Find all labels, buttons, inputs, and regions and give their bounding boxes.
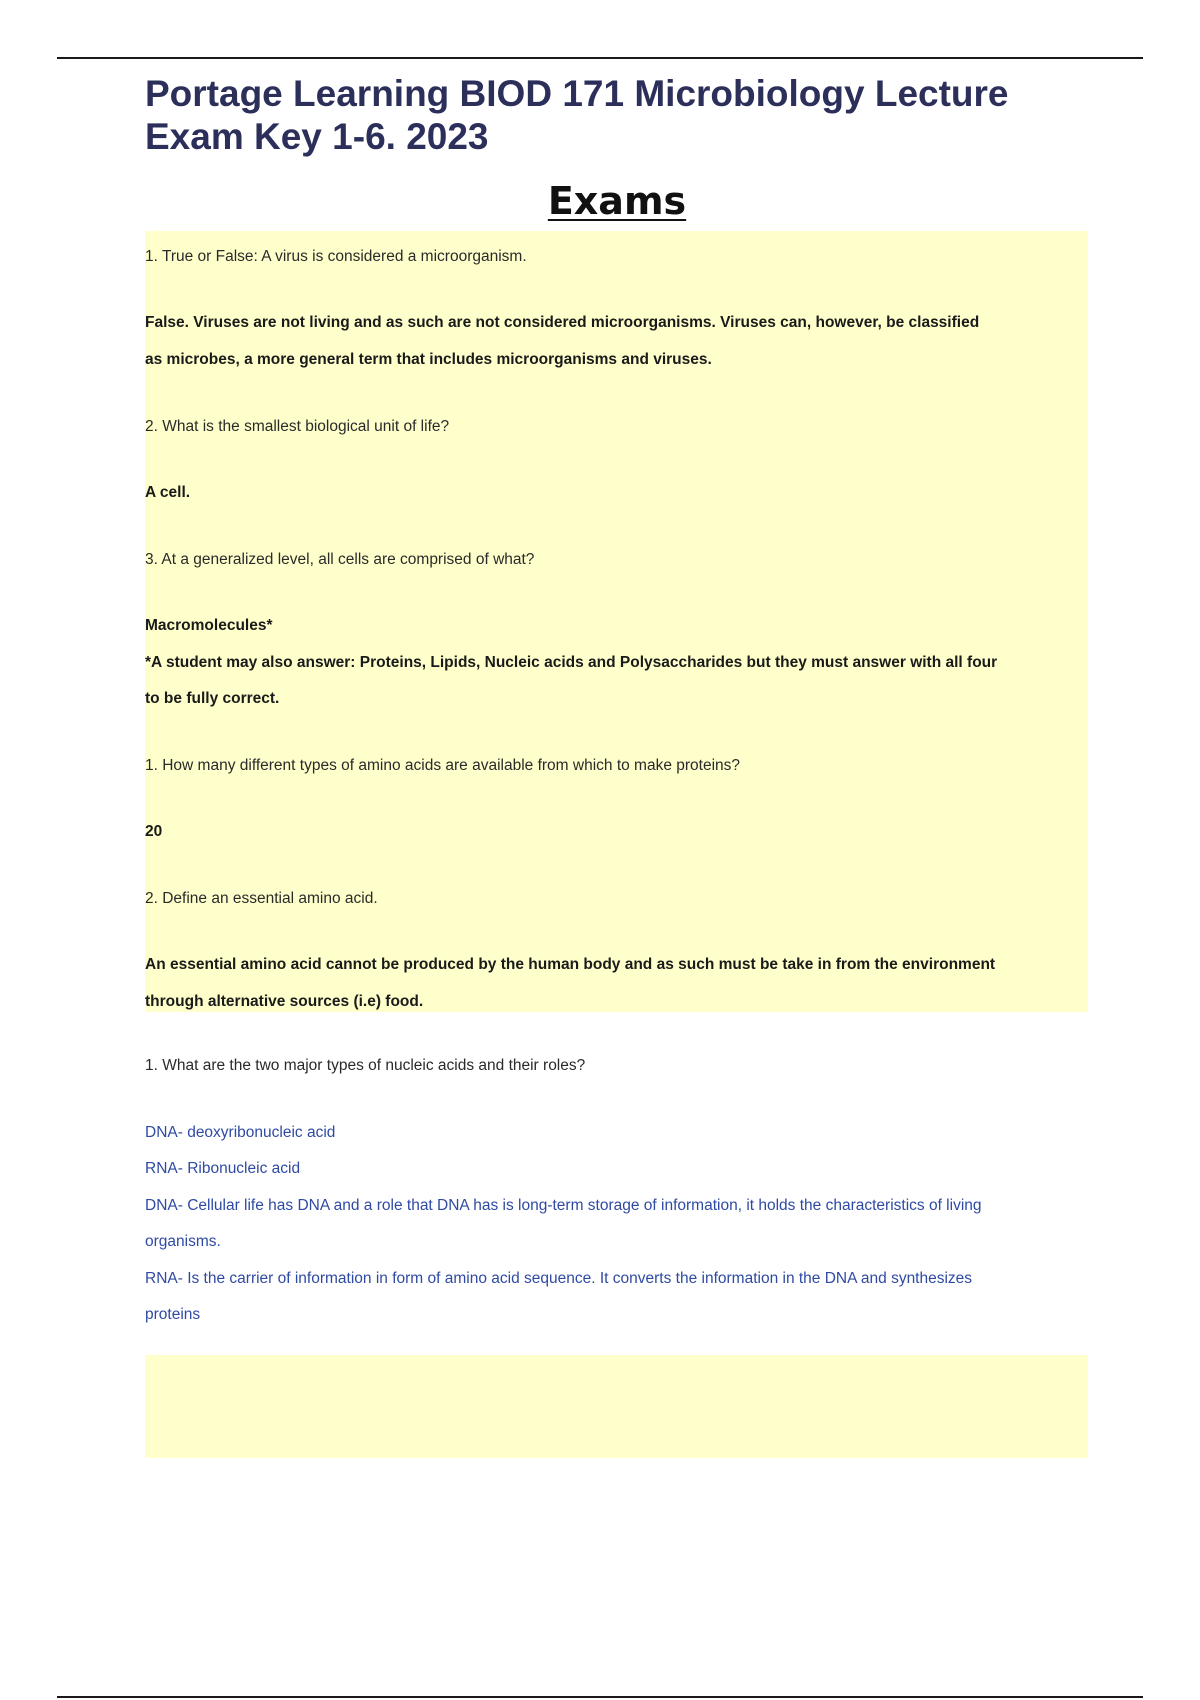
answer-1-line-2: as microbes, a more general term that includes microorganisms and viruses.: [145, 351, 712, 368]
question-2: 2. What is the smallest biological unit of life?: [145, 418, 450, 435]
question-5: 2. Define an essential amino acid.: [145, 890, 378, 907]
answer-6-line-5: RNA- Is the carrier of information in form of amino acid sequence. It converts the information in the DNA and synthesizes: [145, 1270, 973, 1287]
answer-6-line-3: DNA- Cellular life has DNA and a role that DNA has is long-term storage of information, it holds the characteristics of living: [145, 1197, 982, 1214]
answer-6-line-6: proteins: [145, 1306, 201, 1323]
question-3: 3. At a generalized level, all cells are comprised of what?: [145, 551, 535, 568]
empty-highlighted-block: [145, 1355, 1088, 1458]
question-1: 1. True or False: A virus is considered a microorganism.: [145, 248, 527, 265]
document-title-line-2: Exam Key 1-6. 2023: [145, 116, 489, 157]
answer-6-line-4: organisms.: [145, 1233, 221, 1250]
answer-6-line-1: DNA- deoxyribonucleic acid: [145, 1124, 336, 1141]
answer-3-line-1: Macromolecules*: [145, 617, 273, 634]
top-rule: [57, 57, 1143, 59]
bottom-rule: [57, 1696, 1143, 1698]
answer-6-line-2: RNA- Ribonucleic acid: [145, 1160, 301, 1177]
answer-5-line-2: through alternative sources (i.e) food.: [145, 993, 424, 1010]
question-6: 1. What are the two major types of nucleic acids and their roles?: [145, 1057, 586, 1074]
answer-3-line-3: to be fully correct.: [145, 690, 280, 707]
answer-2: A cell.: [145, 484, 191, 501]
answer-1-line-1: False. Viruses are not living and as such are not considered microorganisms. Viruses can, however, be classified: [145, 314, 980, 331]
question-4: 1. How many different types of amino acids are available from which to make proteins?: [145, 757, 741, 774]
document-title: [145, 72, 1105, 158]
answer-4: 20: [145, 823, 163, 840]
section-heading: Exams: [547, 179, 687, 223]
answer-3-line-2: *A student may also answer: Proteins, Lipids, Nucleic acids and Polysaccharides but they must answer with all four: [145, 654, 998, 671]
document-title-line-1: Portage Learning BIOD 171 Microbiology Lecture: [145, 73, 1009, 114]
answer-5-line-1: An essential amino acid cannot be produced by the human body and as such must be take in from the environment: [145, 956, 996, 973]
